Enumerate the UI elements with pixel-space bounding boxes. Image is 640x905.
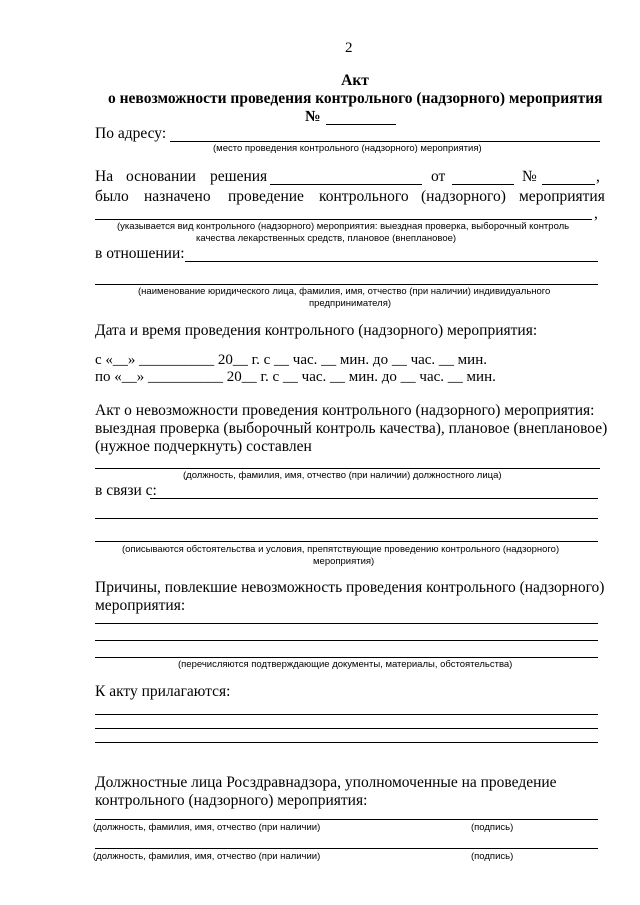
due-to-line-1[interactable]: [150, 498, 598, 499]
attachments-label: К акту прилагаются:: [95, 683, 231, 700]
due-to-hint-1: (описываются обстоятельства и условия, препятствующие проведению контрольного (надзорного): [122, 544, 560, 555]
official-hint: (должность, фамилия, имя, отчество (при наличии) должностного лица): [183, 470, 502, 481]
document-number-label: №: [305, 108, 321, 125]
decision-date-line[interactable]: [452, 184, 514, 185]
act-text-line-1: Акт о невозможности проведения контрольного (надзорного) мероприятия:: [95, 402, 595, 419]
document-subtitle: о невозможности проведения контрольного (надзорного) мероприятия: [108, 90, 603, 107]
reasons-entry-3[interactable]: [95, 657, 598, 658]
basis-l2-w3: проведение: [228, 188, 304, 205]
signature-2-position-hint: (должность, фамилия, имя, отчество (при наличии): [93, 851, 321, 862]
basis-l2-w6: мероприятия: [519, 188, 605, 205]
control-type-comma: ,: [594, 205, 598, 222]
document-number-line: [326, 124, 396, 125]
page-number: 2: [345, 40, 353, 56]
regarding-label: в отношении:: [95, 245, 185, 262]
address-line[interactable]: [170, 141, 600, 142]
official-line[interactable]: [95, 468, 600, 469]
attachments-line-1[interactable]: [95, 714, 598, 715]
datetime-row-from[interactable]: с «__» __________ 20__ г. с __ час. __ мин. до __ час. __ мин.: [95, 352, 487, 368]
basis-l2-w2: назначено: [144, 188, 211, 205]
datetime-row-to[interactable]: по «__» __________ 20__ г. с __ час. __ мин. до __ час. __ мин.: [95, 369, 496, 385]
due-to-label: в связи с:: [95, 482, 157, 499]
basis-number-sign: №: [522, 168, 537, 185]
due-to-hint-2: мероприятия): [313, 556, 375, 567]
reasons-entry-2[interactable]: [95, 640, 598, 641]
reasons-line-2: мероприятия:: [95, 597, 186, 614]
regarding-line-1[interactable]: [185, 261, 598, 262]
address-label: По адресу:: [95, 125, 167, 142]
datetime-heading: Дата и время проведения контрольного (надзорного) мероприятия:: [95, 322, 538, 339]
basis-from: от: [431, 168, 446, 185]
due-to-line-2[interactable]: [95, 518, 598, 519]
basis-comma: ,: [596, 168, 600, 185]
attachments-line-2[interactable]: [95, 728, 598, 729]
reasons-line-1: Причины, повлекшие невозможность проведения контрольного (надзорного): [95, 579, 605, 596]
basis-l2-w1: было: [95, 188, 129, 205]
regarding-hint-2: предпринимателя): [309, 298, 392, 309]
document-title: Акт: [341, 72, 369, 89]
signature-1-position-hint: (должность, фамилия, имя, отчество (при наличии): [93, 822, 321, 833]
reasons-entry-1[interactable]: [95, 623, 598, 624]
signature-line-1[interactable]: [95, 819, 598, 820]
basis-l2-w4: контрольного: [319, 188, 409, 205]
attachments-line-3[interactable]: [95, 742, 598, 743]
signature-1-sign-hint: (подпись): [471, 822, 514, 833]
officials-line-1: Должностные лица Росздравнадзора, уполномоченные на проведение: [95, 774, 557, 791]
regarding-line-2[interactable]: [95, 284, 598, 285]
regarding-hint-1: (наименование юридического лица, фамилия, имя, отчество (при наличии) индивидуального: [138, 286, 551, 297]
due-to-line-3[interactable]: [95, 541, 598, 542]
signature-2-sign-hint: (подпись): [471, 851, 514, 862]
control-type-hint-1: (указывается вид контрольного (надзорного) мероприятия: выездная проверка, выборочный контроль: [117, 221, 570, 232]
act-text-line-2: выездная проверка (выборочный контроль качества), плановое (внеплановое): [95, 420, 608, 437]
decision-number-line[interactable]: [542, 184, 595, 185]
decision-line[interactable]: [270, 184, 422, 185]
control-type-line[interactable]: [95, 219, 592, 220]
officials-line-2: контрольного (надзорного) мероприятия:: [95, 792, 368, 809]
reasons-hint: (перечисляются подтверждающие документы, материалы, обстоятельства): [178, 659, 513, 670]
control-type-hint-2: качества лекарственных средств, плановое (внеплановое): [196, 233, 457, 244]
address-hint: (место проведения контрольного (надзорного) мероприятия): [213, 143, 482, 154]
act-text-line-3: (нужное подчеркнуть) составлен: [95, 438, 312, 455]
basis-word-3: решения: [210, 168, 268, 185]
basis-word-1: На: [95, 168, 114, 185]
signature-line-2[interactable]: [95, 848, 598, 849]
basis-l2-w5: (надзорного): [421, 188, 506, 205]
basis-word-2: основании: [126, 168, 196, 185]
